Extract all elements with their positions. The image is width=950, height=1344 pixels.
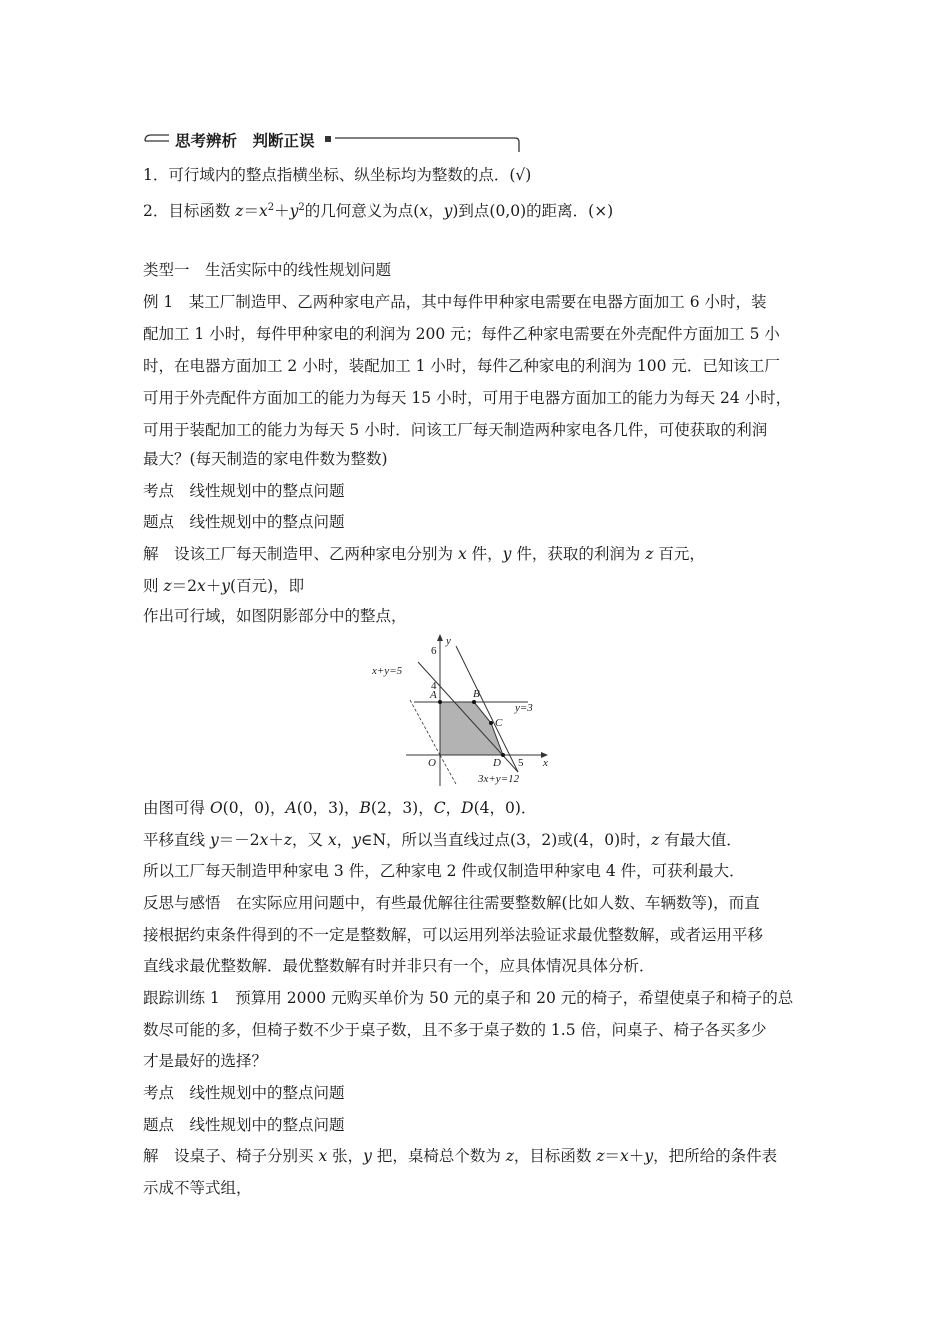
tick-y-4: 4 xyxy=(431,680,437,692)
shift-line: 平移直线 y＝－2x＋z，又 x，y∈N，所以当直线过点(3，2)或(4，0)时，z 有最大值． xyxy=(143,831,742,849)
reflection-line-1: 反思与感悟 在实际应用问题中，有些最优解往往需要整数解(比如人数、车辆数等)，而直 xyxy=(143,894,760,912)
label-y-3: y=3 xyxy=(515,702,533,714)
training1-line-2: 数尽可能的多，但椅子数不少于桌子数，且不多于桌子数的 1.5 倍，问桌子、椅子各买多少 xyxy=(143,1021,767,1039)
point-B-label: B xyxy=(473,688,480,700)
point-C-dot xyxy=(489,721,493,725)
point-C-label: C xyxy=(495,717,503,729)
shaded-region xyxy=(440,702,503,755)
training1-solution-2: 示成不等式组， xyxy=(143,1179,252,1197)
reflection-line-2: 接根据约束条件得到的不一定是整数解，可以运用列举法验证求最优整数解，或者运用平移 xyxy=(143,926,764,944)
training1-kaodian: 考点 线性规划中的整点问题 xyxy=(143,1084,345,1102)
point-A-label: A xyxy=(430,689,437,701)
label-3x-plus-y-12: 3x+y=12 xyxy=(478,773,520,785)
tick-x-5: 5 xyxy=(518,757,524,769)
training1-line-3: 才是最好的选择？ xyxy=(143,1052,268,1070)
example1-line-2: 配加工 1 小时，每件甲种家电的利润为 200 元；每件乙种家电需要在外壳配件方面加工 5 小 xyxy=(143,325,780,343)
origin-label: O xyxy=(428,757,436,769)
y-axis-arrow xyxy=(437,634,443,641)
feasible-region-figure xyxy=(370,632,560,788)
example1-kaodian: 考点 线性规划中的整点问题 xyxy=(143,482,345,500)
example1-solution-2: 则 z＝2x＋y(百元)，即 xyxy=(143,577,305,595)
training1-line-1: 跟踪训练 1 预算用 2000 元购买单价为 50 元的桌子和 20 元的椅子，希望使桌子和椅子的总 xyxy=(143,989,794,1007)
point-D-label: D xyxy=(493,757,501,769)
banner-title: 思考辨析 判断正误 xyxy=(175,132,315,150)
y-axis-label: y xyxy=(446,635,451,647)
tick-y-6: 6 xyxy=(431,645,437,657)
example1-solution-1: 解 设该工厂每天制造甲、乙两种家电分别为 x 件，y 件，获取的利润为 z 百元， xyxy=(143,545,705,563)
label-x-plus-y-5: x+y=5 xyxy=(372,665,403,677)
point-B-dot xyxy=(472,700,476,704)
example1-solution-3: 作出可行域，如图阴影部分中的整点， xyxy=(143,607,407,625)
point-D-dot xyxy=(501,753,505,757)
example1-line-5: 可用于装配加工的能力为每天 5 小时．问该工厂每天制造两种家电各几件，可使获取的利润 xyxy=(143,421,768,439)
conclusion: 所以工厂每天制造甲种家电 3 件，乙种家电 2 件或仅制造甲种家电 4 件，可获利最大． xyxy=(143,862,745,880)
point-A-dot xyxy=(438,700,442,704)
type1-heading: 类型一 生活实际中的线性规划问题 xyxy=(143,261,392,279)
example1-line-3: 时，在电器方面加工 2 小时，装配加工 1 小时，每件乙种家电的利润为 100 元．已知该工厂 xyxy=(143,357,780,375)
training1-solution-1: 解 设桌子、椅子分别买 x 张，y 把，桌椅总个数为 z，目标函数 z＝x＋y，把所给的条件表 xyxy=(143,1147,778,1165)
judgment-2: 2．目标函数 $z=x^2+y^2$的几何意义为点(x，y)到点(0,0)的距离．(×) xyxy=(143,202,614,221)
section-banner xyxy=(143,128,521,154)
example1-line-1: 例 1 某工厂制造甲、乙两种家电产品，其中每件甲种家电需要在电器方面加工 6 小时，装 xyxy=(143,293,767,311)
example1-line-6: 最大？(每天制造的家电件数为整数) xyxy=(143,450,388,468)
reflection-line-3: 直线求最优整数解．最优整数解有时并非只有一个，应具体情况具体分析． xyxy=(143,957,655,975)
example1-line-4: 可用于外壳配件方面加工的能力为每天 15 小时，可用于电器方面加工的能力为每天 24 小时， xyxy=(143,389,792,407)
x-axis-label: x xyxy=(543,757,548,769)
dashed-line-upper xyxy=(410,700,440,755)
judgment-1: 1．可行域内的整点指横坐标、纵坐标均为整数的点．(√) xyxy=(143,166,532,184)
example1-tidian: 题点 线性规划中的整点问题 xyxy=(143,513,345,531)
points-from-figure: 由图可得 O(0，0)，A(0，3)，B(2，3)，C，D(4，0)． xyxy=(143,799,537,817)
training1-tidian: 题点 线性规划中的整点问题 xyxy=(143,1116,345,1134)
dashed-line-lower xyxy=(440,755,456,784)
